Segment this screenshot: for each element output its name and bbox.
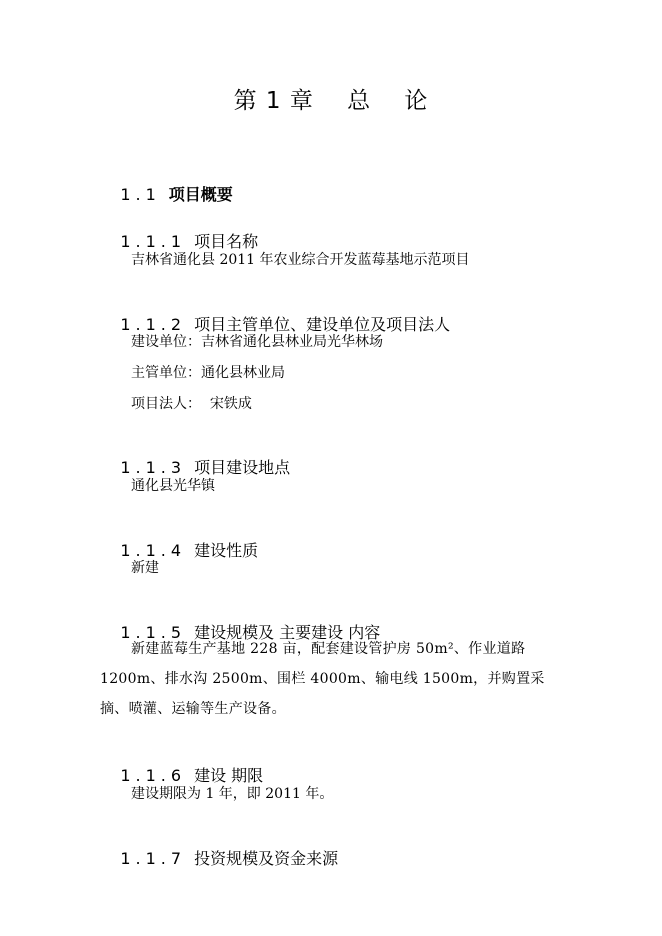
section-title: 投资规模及资金来源 <box>194 849 339 868</box>
legal-person-line: 项目法人： 宋铁成 <box>131 396 252 412</box>
section-title: 项目主管单位、建设单位及项目法人 <box>194 315 451 334</box>
section-number: 1.1.7 <box>120 849 187 868</box>
supervising-unit-line: 主管单位：通化县林业局 <box>131 365 285 381</box>
construction-period-text: 建设期限为 1 年，即 2011 年。 <box>131 786 334 802</box>
section-number: 1.1.4 <box>120 541 187 560</box>
section-number: 1.1.1 <box>120 232 187 251</box>
section-heading-1-1-4 <box>100 519 258 580</box>
section-title: 项目概要 <box>168 185 233 204</box>
section-number: 1.1.6 <box>120 766 187 785</box>
chapter-title: 第 1 章 总 论 <box>233 88 429 114</box>
section-title: 建设性质 <box>194 541 259 560</box>
construction-nature-text: 新建 <box>131 560 159 576</box>
section-heading-1-1-7 <box>100 827 338 888</box>
section-number: 1.1 <box>120 185 161 204</box>
construction-unit-line: 建设单位：吉林省通化县林业局光华林场 <box>131 334 383 350</box>
section-number: 1.1.2 <box>120 315 187 334</box>
section-title: 项目名称 <box>194 232 259 251</box>
project-name-text: 吉林省通化县 2011 年农业综合开发蓝莓基地示范项目 <box>131 252 470 268</box>
construction-scope-paragraph: 新建蓝莓生产基地 228 亩，配套建设管护房 50m²、作业道路 1200m、排水沟 2500m、围栏 4000m、输电线 1500m，并购置采摘、喷灌、运输等生产设备。 <box>100 641 545 717</box>
section-title: 建设规模及 主要建设 内容 <box>194 623 381 642</box>
section-title: 项目建设地点 <box>194 458 291 477</box>
section-number: 1.1.5 <box>120 623 187 642</box>
location-text: 通化县光华镇 <box>131 478 215 494</box>
section-number: 1.1.3 <box>120 458 187 477</box>
section-title: 建设 期限 <box>194 766 264 785</box>
